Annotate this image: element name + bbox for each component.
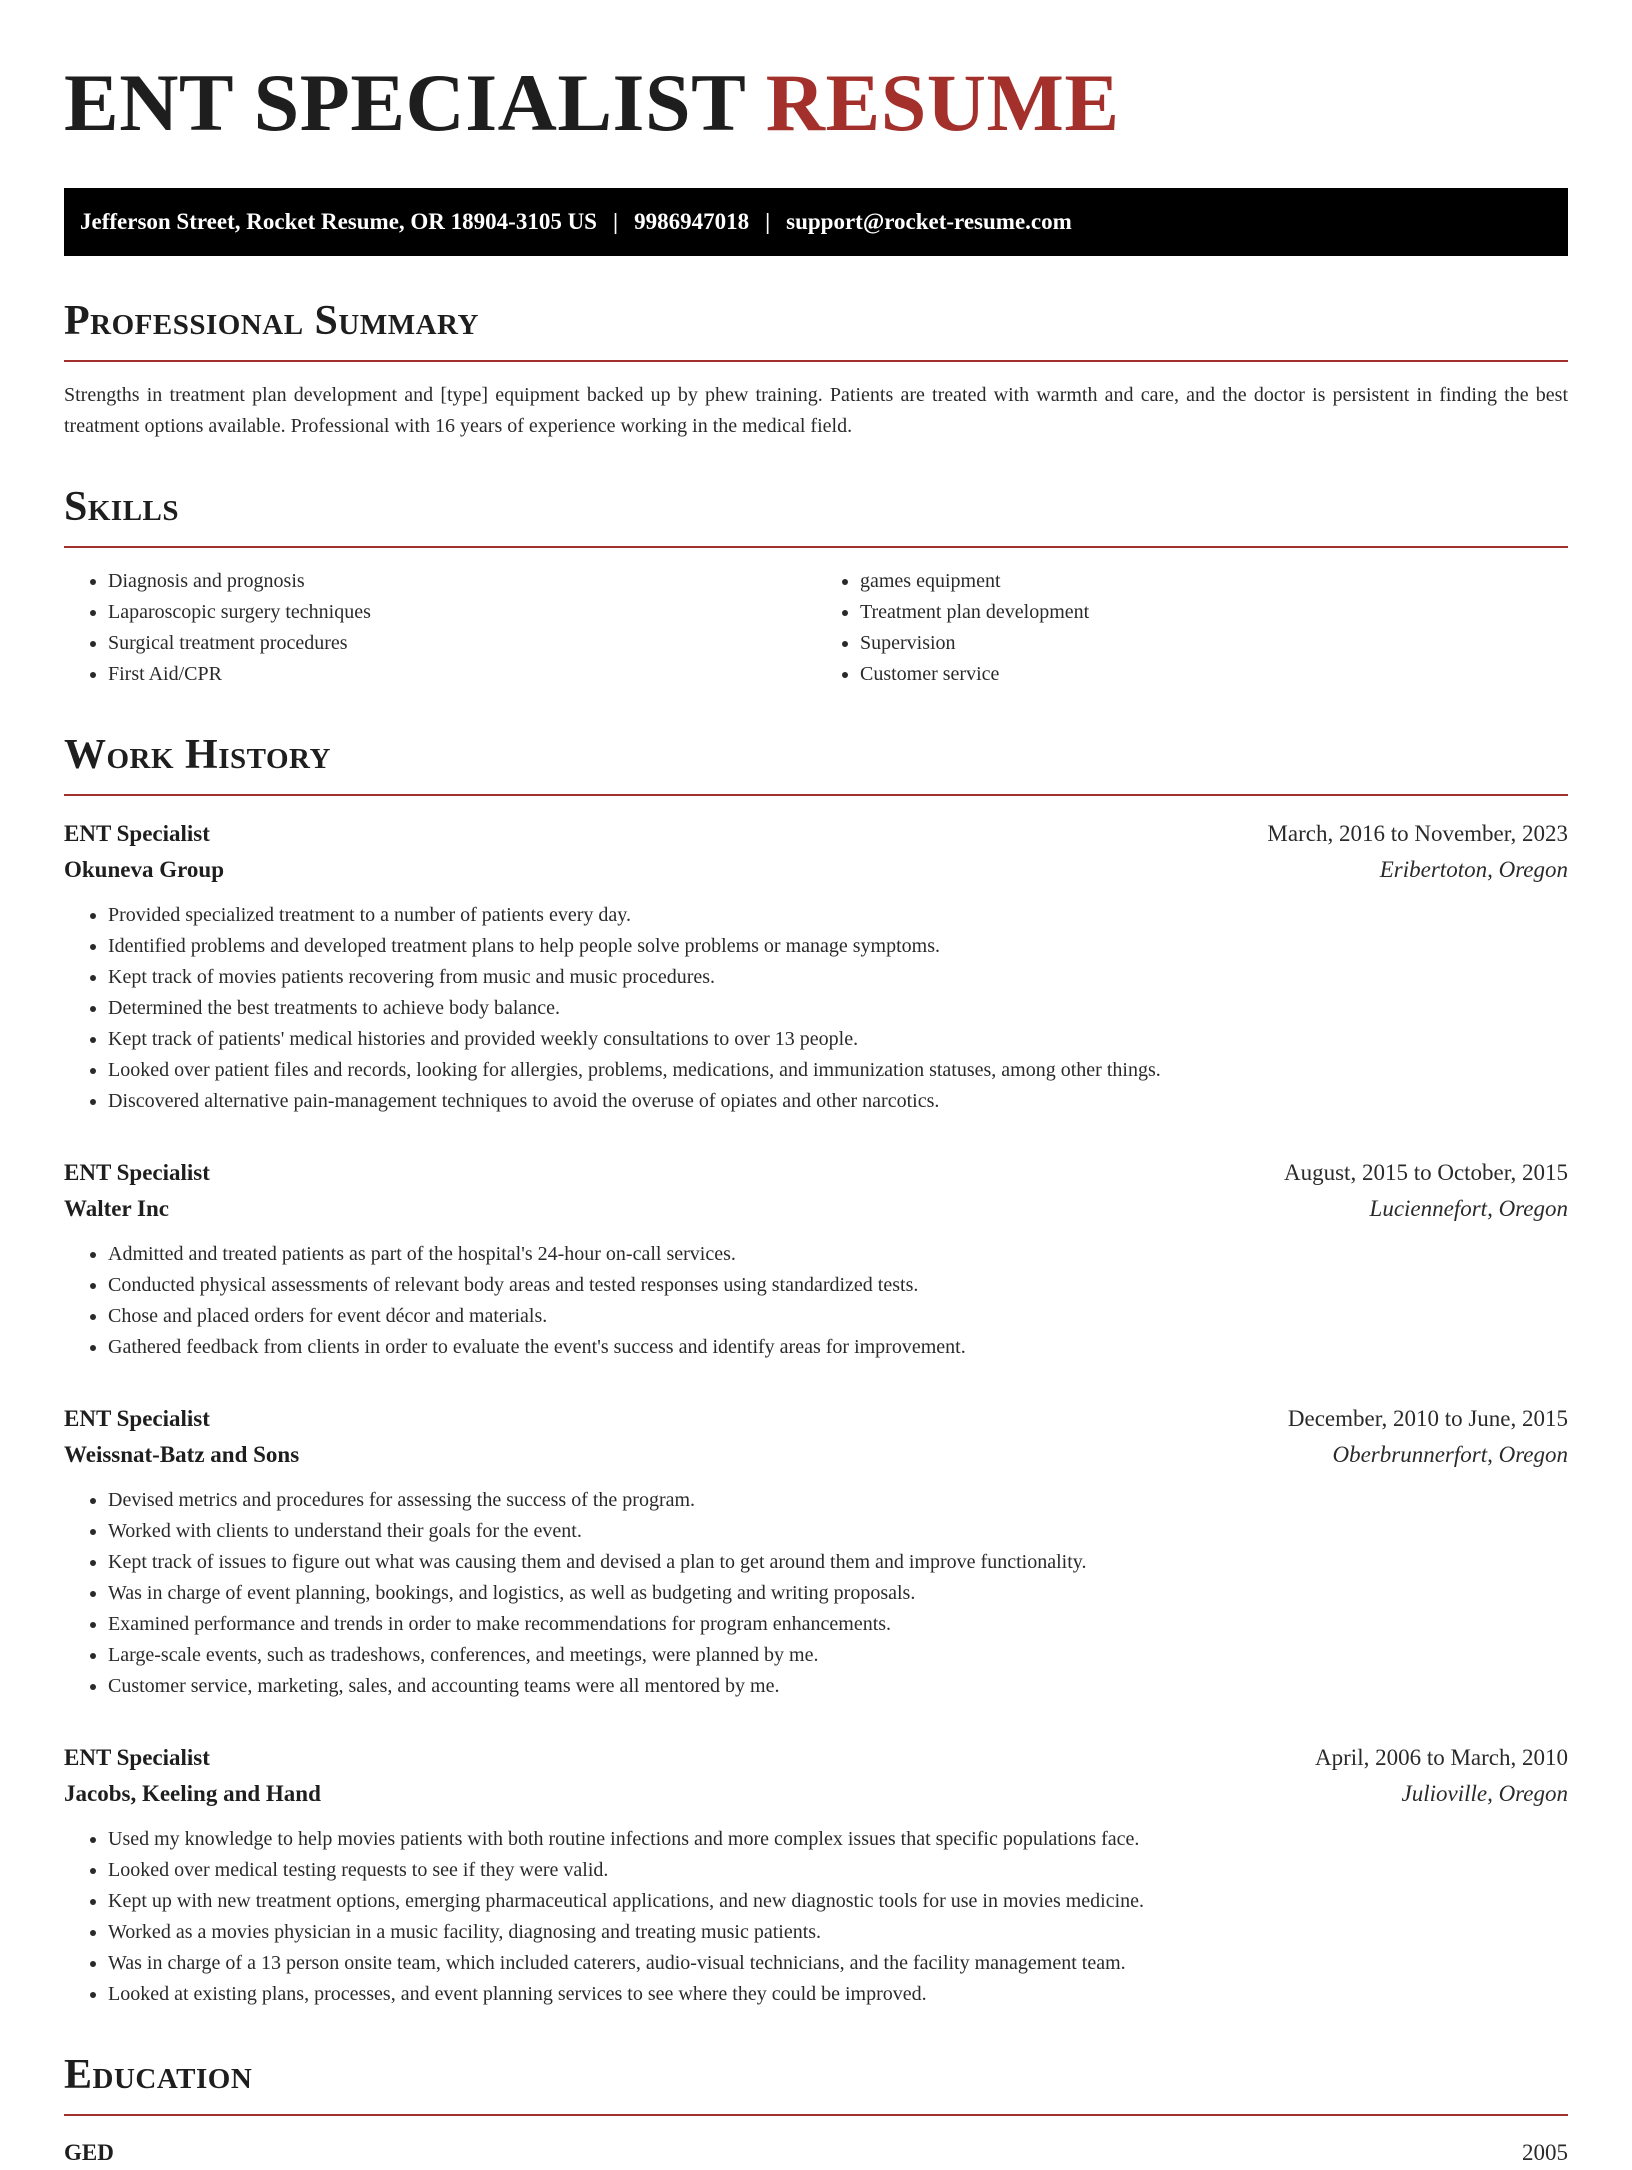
contact-bar	[64, 188, 1568, 256]
section-divider	[64, 546, 1568, 548]
education-year: 2005	[1522, 2140, 1568, 2165]
job-entry	[64, 1401, 1568, 1702]
skill-item: • Diagnosis and prognosis	[108, 566, 816, 597]
skill-item: • games equipment	[860, 566, 1568, 597]
job-bullet: • Examined performance and trends in order to make recommendations for program enhancements.	[108, 1609, 1568, 1640]
job-location: Oberbrunnerfort, Oregon	[1332, 1442, 1568, 1467]
job-title-row	[64, 816, 1568, 852]
job-company-row	[64, 1437, 1568, 1473]
section-divider	[64, 794, 1568, 796]
skill-item: • Treatment plan development	[860, 597, 1568, 628]
education-entry	[64, 2136, 1568, 2170]
job-bullets	[64, 1239, 1568, 1363]
job-dates: December, 2010 to June, 2015	[1287, 1406, 1568, 1431]
job-title: ENT Specialist	[64, 1745, 210, 1770]
company-name: Walter Inc	[64, 1196, 169, 1221]
job-bullet: • Looked over medical testing requests to see if they were valid.	[108, 1855, 1568, 1886]
education-degree: GED	[64, 2140, 114, 2165]
job-title: ENT Specialist	[64, 821, 210, 846]
job-bullet: • Customer service, marketing, sales, and accounting teams were all mentored by me.	[108, 1671, 1568, 1702]
job-bullet: • Kept track of issues to figure out what was causing them and devised a plan to get around them and improve functionality.	[108, 1547, 1568, 1578]
title-accent: RESUME	[765, 57, 1120, 148]
job-bullet: • Gathered feedback from clients in order to evaluate the event's success and identify areas for improvement.	[108, 1332, 1568, 1363]
summary-section	[64, 296, 1568, 442]
job-title: ENT Specialist	[64, 1406, 210, 1431]
work-history-section	[64, 730, 1568, 2010]
job-company-row	[64, 1191, 1568, 1227]
job-dates: April, 2006 to March, 2010	[1315, 1745, 1568, 1770]
job-bullet: • Chose and placed orders for event décor and materials.	[108, 1301, 1568, 1332]
job-bullet: • Discovered alternative pain-management techniques to avoid the overuse of opiates and other narcotics.	[108, 1086, 1568, 1117]
job-title-row	[64, 1401, 1568, 1437]
resume-title	[64, 58, 1568, 154]
summary-text: Strengths in treatment plan development and [type] equipment backed up by phew training. Patients are treated with warmth and care, and the doctor is persistent in finding the best treatment options available. Professional with 16 years of experience working in the medical field.	[64, 384, 1568, 437]
job-bullet: • Identified problems and developed treatment plans to help people solve problems or manage symptoms.	[108, 931, 1568, 962]
skill-item: • First Aid/CPR	[108, 659, 816, 690]
job-bullet: • Kept track of movies patients recovering from music and music procedures.	[108, 962, 1568, 993]
job-bullets	[64, 1485, 1568, 1702]
job-dates: August, 2015 to October, 2015	[1284, 1160, 1568, 1185]
job-bullet: • Devised metrics and procedures for assessing the success of the program.	[108, 1485, 1568, 1516]
work-history-heading: Work History	[64, 732, 331, 778]
job-location: Luciennefort, Oregon	[1369, 1196, 1568, 1221]
job-entry	[64, 1740, 1568, 2010]
job-bullets	[64, 900, 1568, 1117]
job-title-row	[64, 1740, 1568, 1776]
job-bullet: • Looked at existing plans, processes, and event planning services to see where they could be improved.	[108, 1979, 1568, 2010]
job-bullet: • Kept up with new treatment options, emerging pharmaceutical applications, and new diagnostic tools for use in movies medicine.	[108, 1886, 1568, 1917]
job-bullets	[64, 1824, 1568, 2010]
skill-item: • Surgical treatment procedures	[108, 628, 816, 659]
job-bullet: • Determined the best treatments to achieve body balance.	[108, 993, 1568, 1024]
skills-list-right	[816, 566, 1568, 690]
section-divider	[64, 360, 1568, 362]
job-bullet: • Was in charge of a 13 person onsite team, which included caterers, audio-visual technicians, and the facility management team.	[108, 1948, 1568, 1979]
skill-item: • Customer service	[860, 659, 1568, 690]
job-bullet: • Conducted physical assessments of relevant body areas and tested responses using standardized tests.	[108, 1270, 1568, 1301]
job-location: Eribertoton, Oregon	[1379, 857, 1568, 882]
company-name: Okuneva Group	[64, 857, 224, 882]
job-bullet: • Worked with clients to understand their goals for the event.	[108, 1516, 1568, 1547]
skills-columns	[64, 566, 1568, 690]
company-name: Jacobs, Keeling and Hand	[64, 1781, 321, 1806]
email-address[interactable]: support@rocket-resume.com	[786, 209, 1072, 234]
contact-separator: |	[765, 209, 771, 234]
job-bullet: • Kept track of patients' medical histories and provided weekly consultations to over 13 people.	[108, 1024, 1568, 1055]
job-bullet: • Used my knowledge to help movies patients with both routine infections and more complex issues that specific populations face.	[108, 1824, 1568, 1855]
job-location: Julioville, Oregon	[1401, 1781, 1568, 1806]
job-title: ENT Specialist	[64, 1160, 210, 1185]
job-bullet: • Large-scale events, such as tradeshows, conferences, and meetings, were planned by me.	[108, 1640, 1568, 1671]
phone-number[interactable]: 9986947018	[634, 209, 750, 234]
skills-heading: Skills	[64, 484, 180, 530]
education-heading: Education	[64, 2052, 253, 2098]
address: Jefferson Street, Rocket Resume, OR 18904-3105 US	[80, 209, 597, 234]
job-bullet: • Looked over patient files and records, looking for allergies, problems, medications, and immunization statuses, among other things.	[108, 1055, 1568, 1086]
summary-heading: Professional Summary	[64, 298, 479, 344]
job-bullet: • Admitted and treated patients as part of the hospital's 24-hour on-call services.	[108, 1239, 1568, 1270]
title-main: ENT SPECIALIST	[64, 57, 745, 148]
job-title-row	[64, 1155, 1568, 1191]
job-company-row	[64, 852, 1568, 888]
job-bullet: • Worked as a movies physician in a music facility, diagnosing and treating music patients.	[108, 1917, 1568, 1948]
job-dates: March, 2016 to November, 2023	[1267, 821, 1568, 846]
skill-item: • Laparoscopic surgery techniques	[108, 597, 816, 628]
job-entry	[64, 1155, 1568, 1363]
contact-separator: |	[612, 209, 619, 234]
skills-list-left	[64, 566, 816, 690]
job-bullet: • Provided specialized treatment to a number of patients every day.	[108, 900, 1568, 931]
company-name: Weissnat-Batz and Sons	[64, 1442, 300, 1467]
education-section	[64, 2050, 1568, 2170]
job-company-row	[64, 1776, 1568, 1812]
job-entry	[64, 816, 1568, 1117]
skill-item: • Supervision	[860, 628, 1568, 659]
skills-section	[64, 482, 1568, 690]
section-divider	[64, 2114, 1568, 2116]
job-bullet: • Was in charge of event planning, bookings, and logistics, as well as budgeting and writing proposals.	[108, 1578, 1568, 1609]
